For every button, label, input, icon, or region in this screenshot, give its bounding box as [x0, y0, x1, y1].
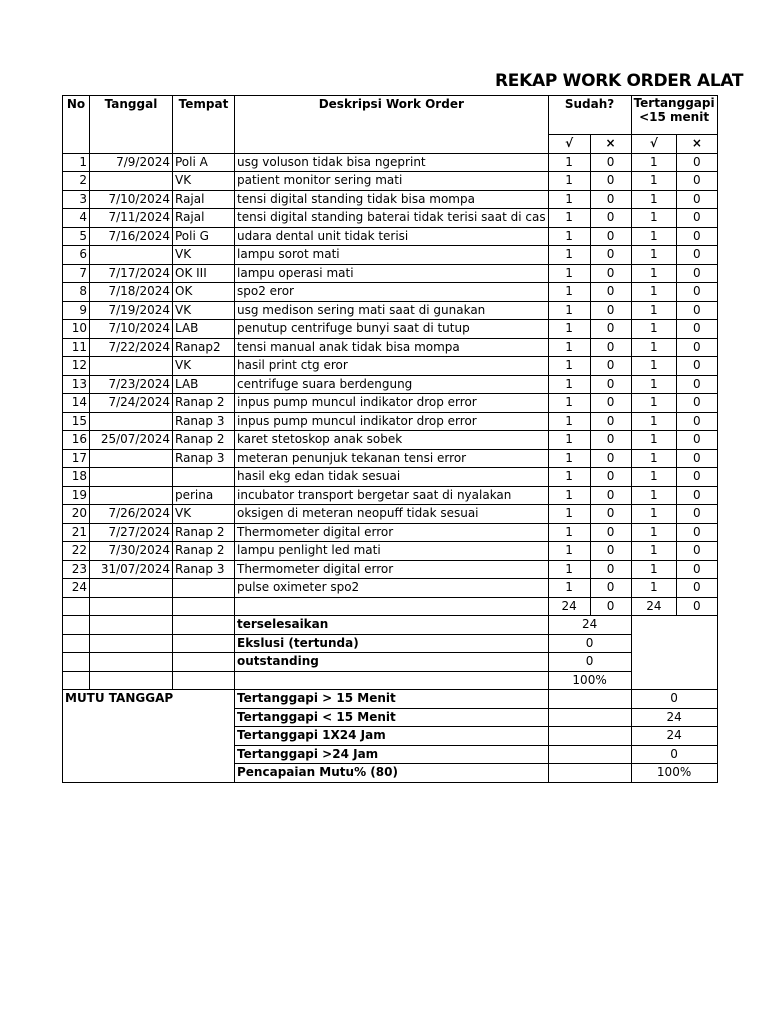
row-response-yes: 1 — [631, 523, 677, 542]
table-row — [63, 172, 718, 191]
row-description: patient monitor sering mati — [235, 172, 549, 191]
summary-row — [63, 671, 718, 690]
row-description: lampu sorot mati — [235, 246, 549, 265]
row-location: VK — [173, 357, 235, 376]
row-done-no: 0 — [590, 320, 631, 339]
empty-cell — [63, 634, 90, 653]
empty-cell — [173, 653, 235, 672]
row-location — [173, 579, 235, 598]
mutu-row — [63, 690, 718, 709]
row-response-yes: 1 — [631, 449, 677, 468]
row-location: Poli G — [173, 227, 235, 246]
empty-cell — [173, 671, 235, 690]
row-response-no: 0 — [677, 468, 717, 487]
row-done-no: 0 — [590, 449, 631, 468]
row-response-no: 0 — [677, 542, 717, 561]
row-response-no: 0 — [677, 264, 717, 283]
table-row — [63, 431, 718, 450]
row-done-no: 0 — [590, 283, 631, 302]
table-row — [63, 153, 718, 172]
row-done-yes: 1 — [548, 431, 590, 450]
row-response-yes: 1 — [631, 301, 677, 320]
summary-value: 100% — [548, 671, 631, 690]
row-done-no: 0 — [590, 209, 631, 228]
row-response-no: 0 — [677, 338, 717, 357]
row-response-yes: 1 — [631, 505, 677, 524]
row-done-yes: 1 — [548, 486, 590, 505]
row-response-yes: 1 — [631, 431, 677, 450]
row-response-no: 0 — [677, 283, 717, 302]
row-number: 9 — [63, 301, 90, 320]
row-location: Ranap 3 — [173, 412, 235, 431]
mutu-label: MUTU TANGGAP — [63, 690, 235, 783]
row-location — [173, 468, 235, 487]
row-number: 6 — [63, 246, 90, 265]
mutu-item-label: Pencapaian Mutu% (80) — [235, 764, 549, 783]
table-row — [63, 523, 718, 542]
row-number: 3 — [63, 190, 90, 209]
summary-row — [63, 634, 718, 653]
row-location: Ranap 3 — [173, 449, 235, 468]
table-row — [63, 301, 718, 320]
row-done-yes: 1 — [548, 338, 590, 357]
row-date — [90, 172, 173, 191]
header-tertanggapi: Tertanggapi <15 menit — [631, 96, 717, 135]
empty-cell — [548, 727, 631, 746]
row-response-no: 0 — [677, 523, 717, 542]
row-date: 7/9/2024 — [90, 153, 173, 172]
table-row — [63, 542, 718, 561]
mutu-item-label: Tertanggapi 1X24 Jam — [235, 727, 549, 746]
row-number: 17 — [63, 449, 90, 468]
row-date: 25/07/2024 — [90, 431, 173, 450]
row-location: VK — [173, 505, 235, 524]
row-done-no: 0 — [590, 246, 631, 265]
row-date: 31/07/2024 — [90, 560, 173, 579]
row-number: 7 — [63, 264, 90, 283]
row-done-yes: 1 — [548, 412, 590, 431]
total-response-no: 0 — [677, 597, 717, 616]
empty-cell — [173, 616, 235, 635]
row-response-yes: 1 — [631, 357, 677, 376]
row-date: 7/27/2024 — [90, 523, 173, 542]
row-response-no: 0 — [677, 246, 717, 265]
row-done-yes: 1 — [548, 579, 590, 598]
row-done-yes: 1 — [548, 320, 590, 339]
mutu-item-value: 0 — [631, 690, 717, 709]
empty-cell — [548, 690, 631, 709]
table-row — [63, 412, 718, 431]
table-row — [63, 560, 718, 579]
row-number: 22 — [63, 542, 90, 561]
table-row — [63, 394, 718, 413]
empty-cell — [548, 708, 631, 727]
row-location: VK — [173, 172, 235, 191]
row-location: Ranap 2 — [173, 542, 235, 561]
row-done-yes: 1 — [548, 264, 590, 283]
row-done-yes: 1 — [548, 283, 590, 302]
table-row — [63, 579, 718, 598]
row-response-yes: 1 — [631, 579, 677, 598]
row-date: 7/10/2024 — [90, 190, 173, 209]
row-done-yes: 1 — [548, 246, 590, 265]
check-header: √ — [631, 135, 677, 154]
table-row — [63, 357, 718, 376]
table-row — [63, 264, 718, 283]
row-description: inpus pump muncul indikator drop error — [235, 394, 549, 413]
summary-row — [63, 616, 718, 635]
row-done-yes: 1 — [548, 190, 590, 209]
row-done-no: 0 — [590, 227, 631, 246]
table-row — [63, 449, 718, 468]
row-number: 8 — [63, 283, 90, 302]
empty-cell — [90, 634, 173, 653]
row-date: 7/18/2024 — [90, 283, 173, 302]
table-row — [63, 246, 718, 265]
row-done-yes: 1 — [548, 172, 590, 191]
row-description: oksigen di meteran neopuff tidak sesuai — [235, 505, 549, 524]
row-number: 21 — [63, 523, 90, 542]
row-location: Poli A — [173, 153, 235, 172]
check-header: √ — [548, 135, 590, 154]
row-response-yes: 1 — [631, 320, 677, 339]
row-description: lampu penlight led mati — [235, 542, 549, 561]
row-response-yes: 1 — [631, 412, 677, 431]
row-response-no: 0 — [677, 153, 717, 172]
row-response-no: 0 — [677, 172, 717, 191]
empty-cell — [173, 597, 235, 616]
row-location: LAB — [173, 320, 235, 339]
empty-cell — [90, 671, 173, 690]
row-location: perina — [173, 486, 235, 505]
mutu-item-value: 24 — [631, 727, 717, 746]
row-date: 7/17/2024 — [90, 264, 173, 283]
row-response-no: 0 — [677, 301, 717, 320]
row-date: 7/10/2024 — [90, 320, 173, 339]
row-location: VK — [173, 301, 235, 320]
row-date — [90, 412, 173, 431]
report-title: REKAP WORK ORDER ALAT — [495, 71, 744, 91]
row-number: 24 — [63, 579, 90, 598]
row-done-no: 0 — [590, 375, 631, 394]
row-response-no: 0 — [677, 560, 717, 579]
row-number: 10 — [63, 320, 90, 339]
row-done-no: 0 — [590, 264, 631, 283]
row-date — [90, 579, 173, 598]
header-no: No — [63, 96, 90, 154]
row-date: 7/11/2024 — [90, 209, 173, 228]
row-number: 2 — [63, 172, 90, 191]
mutu-item-label: Tertanggapi < 15 Menit — [235, 708, 549, 727]
row-number: 18 — [63, 468, 90, 487]
row-response-yes: 1 — [631, 486, 677, 505]
empty-cell — [235, 597, 549, 616]
empty-cell — [63, 653, 90, 672]
row-location: Rajal — [173, 209, 235, 228]
row-response-no: 0 — [677, 190, 717, 209]
row-number: 14 — [63, 394, 90, 413]
summary-label: outstanding — [235, 653, 549, 672]
row-number: 15 — [63, 412, 90, 431]
row-response-yes: 1 — [631, 172, 677, 191]
row-description: centrifuge suara berdengung — [235, 375, 549, 394]
row-number: 1 — [63, 153, 90, 172]
row-done-no: 0 — [590, 468, 631, 487]
header-deskripsi: Deskripsi Work Order — [235, 96, 549, 154]
empty-cell — [63, 616, 90, 635]
row-done-no: 0 — [590, 190, 631, 209]
row-number: 12 — [63, 357, 90, 376]
table-row — [63, 227, 718, 246]
row-description: hasil ekg edan tidak sesuai — [235, 468, 549, 487]
row-description: tensi digital standing baterai tidak terisi saat di cas — [235, 209, 549, 228]
row-done-yes: 1 — [548, 153, 590, 172]
table-row — [63, 209, 718, 228]
row-response-no: 0 — [677, 412, 717, 431]
row-response-yes: 1 — [631, 190, 677, 209]
row-done-no: 0 — [590, 560, 631, 579]
row-done-yes: 1 — [548, 375, 590, 394]
table-row — [63, 468, 718, 487]
row-done-yes: 1 — [548, 449, 590, 468]
totals-row — [63, 597, 718, 616]
mutu-item-value: 100% — [631, 764, 717, 783]
mutu-item-value: 0 — [631, 745, 717, 764]
summary-value: 0 — [548, 634, 631, 653]
header-sudah: Sudah? — [548, 96, 631, 135]
empty-cell — [63, 597, 90, 616]
empty-cell — [631, 616, 717, 690]
row-response-no: 0 — [677, 209, 717, 228]
row-response-yes: 1 — [631, 209, 677, 228]
empty-cell — [90, 597, 173, 616]
row-description: udara dental unit tidak terisi — [235, 227, 549, 246]
row-description: tensi digital standing tidak bisa mompa — [235, 190, 549, 209]
header-row — [63, 96, 718, 135]
row-done-no: 0 — [590, 579, 631, 598]
row-location: Ranap 2 — [173, 431, 235, 450]
row-number: 23 — [63, 560, 90, 579]
summary-value: 0 — [548, 653, 631, 672]
row-response-yes: 1 — [631, 542, 677, 561]
row-response-no: 0 — [677, 320, 717, 339]
row-date — [90, 468, 173, 487]
row-response-yes: 1 — [631, 560, 677, 579]
row-done-no: 0 — [590, 338, 631, 357]
row-response-no: 0 — [677, 375, 717, 394]
row-done-no: 0 — [590, 301, 631, 320]
row-response-no: 0 — [677, 486, 717, 505]
row-date — [90, 357, 173, 376]
row-done-no: 0 — [590, 394, 631, 413]
row-description: lampu operasi mati — [235, 264, 549, 283]
row-date: 7/30/2024 — [90, 542, 173, 561]
table-row — [63, 505, 718, 524]
row-date: 7/23/2024 — [90, 375, 173, 394]
header-tanggal: Tanggal — [90, 96, 173, 154]
row-response-yes: 1 — [631, 153, 677, 172]
empty-cell — [173, 634, 235, 653]
row-response-yes: 1 — [631, 338, 677, 357]
row-description: tensi manual anak tidak bisa mompa — [235, 338, 549, 357]
row-number: 4 — [63, 209, 90, 228]
row-description: incubator transport bergetar saat di nyalakan — [235, 486, 549, 505]
row-description: spo2 eror — [235, 283, 549, 302]
row-done-yes: 1 — [548, 357, 590, 376]
row-done-yes: 1 — [548, 301, 590, 320]
row-number: 13 — [63, 375, 90, 394]
row-date: 7/26/2024 — [90, 505, 173, 524]
total-done-yes: 24 — [548, 597, 590, 616]
summary-row — [63, 653, 718, 672]
row-done-no: 0 — [590, 505, 631, 524]
row-response-no: 0 — [677, 431, 717, 450]
header-tempat: Tempat — [173, 96, 235, 154]
row-date — [90, 486, 173, 505]
row-date: 7/22/2024 — [90, 338, 173, 357]
cross-header: × — [677, 135, 717, 154]
row-location: Ranap2 — [173, 338, 235, 357]
empty-cell — [548, 745, 631, 764]
row-response-yes: 1 — [631, 468, 677, 487]
total-response-yes: 24 — [631, 597, 677, 616]
row-location: OK III — [173, 264, 235, 283]
row-response-yes: 1 — [631, 394, 677, 413]
mutu-item-label: Tertanggapi > 15 Menit — [235, 690, 549, 709]
row-location: Ranap 2 — [173, 523, 235, 542]
row-description: usg voluson tidak bisa ngeprint — [235, 153, 549, 172]
table-row — [63, 283, 718, 302]
row-description: usg medison sering mati saat di gunakan — [235, 301, 549, 320]
row-number: 11 — [63, 338, 90, 357]
row-description: inpus pump muncul indikator drop error — [235, 412, 549, 431]
row-response-yes: 1 — [631, 264, 677, 283]
row-done-no: 0 — [590, 523, 631, 542]
mutu-item-label: Tertanggapi >24 Jam — [235, 745, 549, 764]
row-description: hasil print ctg eror — [235, 357, 549, 376]
row-done-no: 0 — [590, 172, 631, 191]
mutu-item-value: 24 — [631, 708, 717, 727]
row-done-yes: 1 — [548, 209, 590, 228]
row-done-yes: 1 — [548, 468, 590, 487]
work-order-table — [62, 95, 718, 783]
row-number: 20 — [63, 505, 90, 524]
row-location: Rajal — [173, 190, 235, 209]
row-response-no: 0 — [677, 505, 717, 524]
summary-label: Ekslusi (tertunda) — [235, 634, 549, 653]
row-description: karet stetoskop anak sobek — [235, 431, 549, 450]
row-number: 16 — [63, 431, 90, 450]
row-done-yes: 1 — [548, 505, 590, 524]
row-date: 7/24/2024 — [90, 394, 173, 413]
row-date — [90, 449, 173, 468]
summary-value: 24 — [548, 616, 631, 635]
table-row — [63, 190, 718, 209]
row-done-no: 0 — [590, 486, 631, 505]
row-response-no: 0 — [677, 449, 717, 468]
row-location: Ranap 2 — [173, 394, 235, 413]
row-response-yes: 1 — [631, 375, 677, 394]
row-done-no: 0 — [590, 431, 631, 450]
summary-label: terselesaikan — [235, 616, 549, 635]
row-date: 7/16/2024 — [90, 227, 173, 246]
row-done-no: 0 — [590, 357, 631, 376]
empty-cell — [90, 616, 173, 635]
row-location: VK — [173, 246, 235, 265]
row-done-no: 0 — [590, 412, 631, 431]
empty-cell — [548, 764, 631, 783]
row-done-no: 0 — [590, 153, 631, 172]
row-description: Thermometer digital error — [235, 523, 549, 542]
row-response-no: 0 — [677, 579, 717, 598]
table-row — [63, 486, 718, 505]
cross-header: × — [590, 135, 631, 154]
row-date — [90, 246, 173, 265]
row-done-yes: 1 — [548, 394, 590, 413]
table-row — [63, 320, 718, 339]
row-description: penutup centrifuge bunyi saat di tutup — [235, 320, 549, 339]
row-done-yes: 1 — [548, 227, 590, 246]
row-description: Thermometer digital error — [235, 560, 549, 579]
row-done-yes: 1 — [548, 523, 590, 542]
row-response-yes: 1 — [631, 283, 677, 302]
summary-label — [235, 671, 549, 690]
row-response-no: 0 — [677, 357, 717, 376]
row-done-yes: 1 — [548, 560, 590, 579]
table-row — [63, 338, 718, 357]
row-done-yes: 1 — [548, 542, 590, 561]
row-description: pulse oximeter spo2 — [235, 579, 549, 598]
row-response-no: 0 — [677, 227, 717, 246]
row-date: 7/19/2024 — [90, 301, 173, 320]
row-number: 19 — [63, 486, 90, 505]
row-response-yes: 1 — [631, 227, 677, 246]
row-response-no: 0 — [677, 394, 717, 413]
total-done-no: 0 — [590, 597, 631, 616]
row-location: OK — [173, 283, 235, 302]
empty-cell — [63, 671, 90, 690]
row-location: LAB — [173, 375, 235, 394]
empty-cell — [90, 653, 173, 672]
row-response-yes: 1 — [631, 246, 677, 265]
row-number: 5 — [63, 227, 90, 246]
table-row — [63, 375, 718, 394]
row-done-no: 0 — [590, 542, 631, 561]
row-description: meteran penunjuk tekanan tensi error — [235, 449, 549, 468]
row-location: Ranap 3 — [173, 560, 235, 579]
